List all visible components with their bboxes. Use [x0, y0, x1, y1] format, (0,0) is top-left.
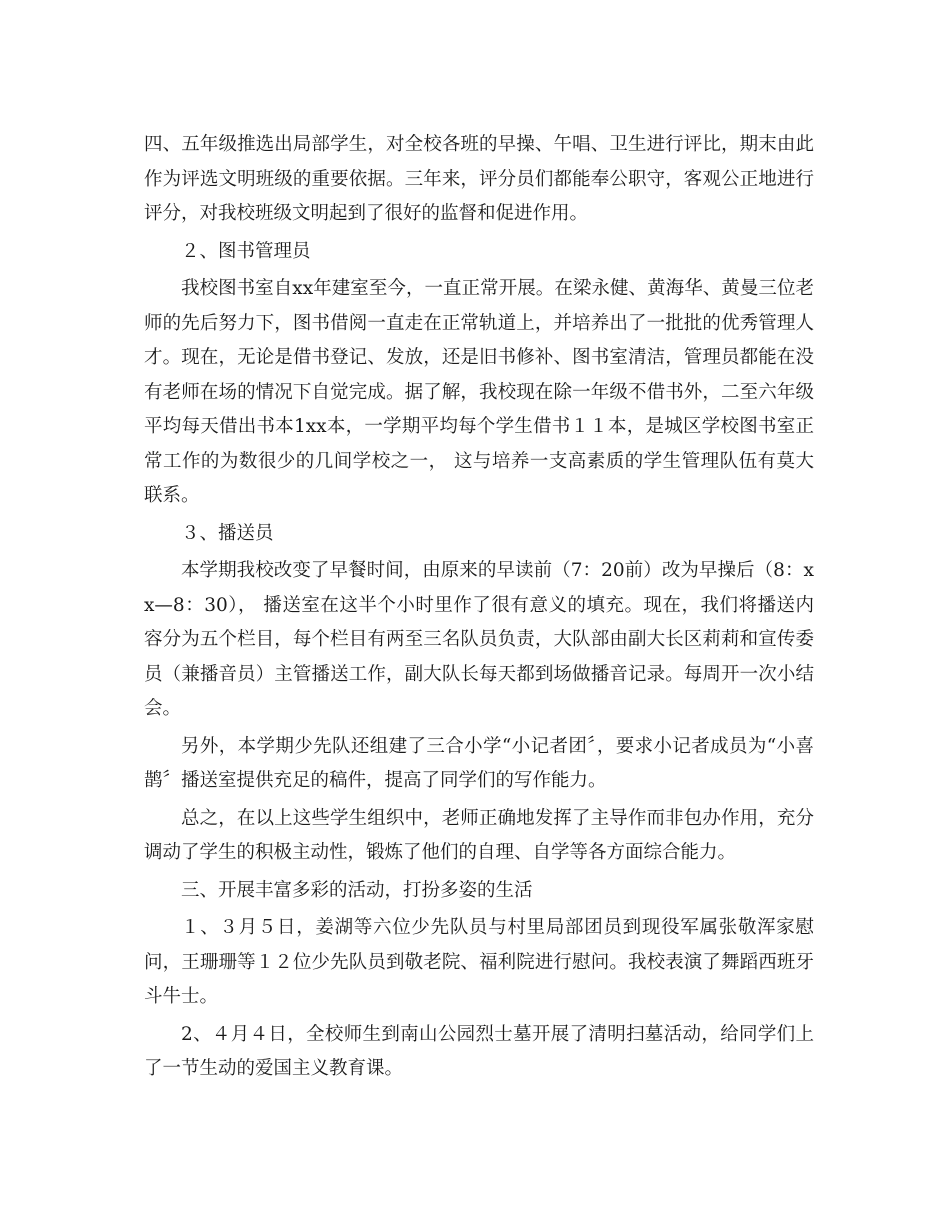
section-heading-broadcasters: ３、播送员 [181, 522, 274, 544]
paragraph-broadcast: 本学期我校改变了早餐时间，由原来的早读前（7：20前）改为早操后（8：xx—8：30）， 播送室在这半个小时里作了很有意义的填充。现在，我们将播送内容分为五个栏目，每个栏目有两至三名队员负责，大队部由副大长区莉莉和宣传委员（兼播音员）主管播送工作，副大队长每天都到场做播音记录。每周开一次小结会。 [144, 560, 814, 719]
paragraph-reporters: 另外，本学期少先队还组建了三合小学“小记者团〞，要求小记者成员为“小喜鹊〞播送室提供充足的稿件，提高了同学们的写作能力。 [144, 735, 814, 791]
section-heading-librarians: ２、图书管理员 [181, 240, 311, 262]
section-heading-activities: 三、开展丰富多彩的活动，打扮多姿的生活 [181, 879, 533, 901]
paragraph-activity-march: １、３月５日，姜湖等六位少先队员与村里局部团员到现役军属张敬浑家慰问，王珊珊等１２位少先队员到敬老院、福利院进行慰问。我校表演了舞蹈西班牙斗牛士。 [144, 917, 814, 1007]
paragraph-summary: 总之，在以上这些学生组织中，老师正确地发挥了主导作而非包办作用，充分调动了学生的积极主动性，锻炼了他们的自理、自学等各方面综合能力。 [144, 807, 814, 863]
paragraph-evaluators-continued: 四、五年级推选出局部学生，对全校各班的早操、午唱、卫生进行评比，期末由此作为评选文明班级的重要依据。三年来，评分员们都能奉公职守，客观公正地进行评分，对我校班级文明起到了很好的监督和促进作用。 [144, 134, 814, 224]
document-body [144, 128, 814, 1087]
paragraph-activity-april: 2、４月４日，全校师生到南山公园烈士墓开展了清明扫墓活动，给同学们上了一节生动的爱国主义教育课。 [144, 1023, 814, 1079]
paragraph-library: 我校图书室自xx年建室至今，一直正常开展。在梁永健、黄海华、黄曼三位老师的先后努力下，图书借阅一直走在正常轨道上，并培养出了一批批的优秀管理人才。现在，无论是借书登记、发放，还是旧书修补、图书室清洁，管理员都能在没有老师在场的情况下自觉完成。据了解，我校现在除一年级不借书外，二至六年级平均每天借出书本1xx本，一学期平均每个学生借书１１本，是城区学校图书室正常工作的为数很少的几间学校之一， 这与培养一支高素质的学生管理队伍有莫大联系。 [144, 278, 814, 506]
